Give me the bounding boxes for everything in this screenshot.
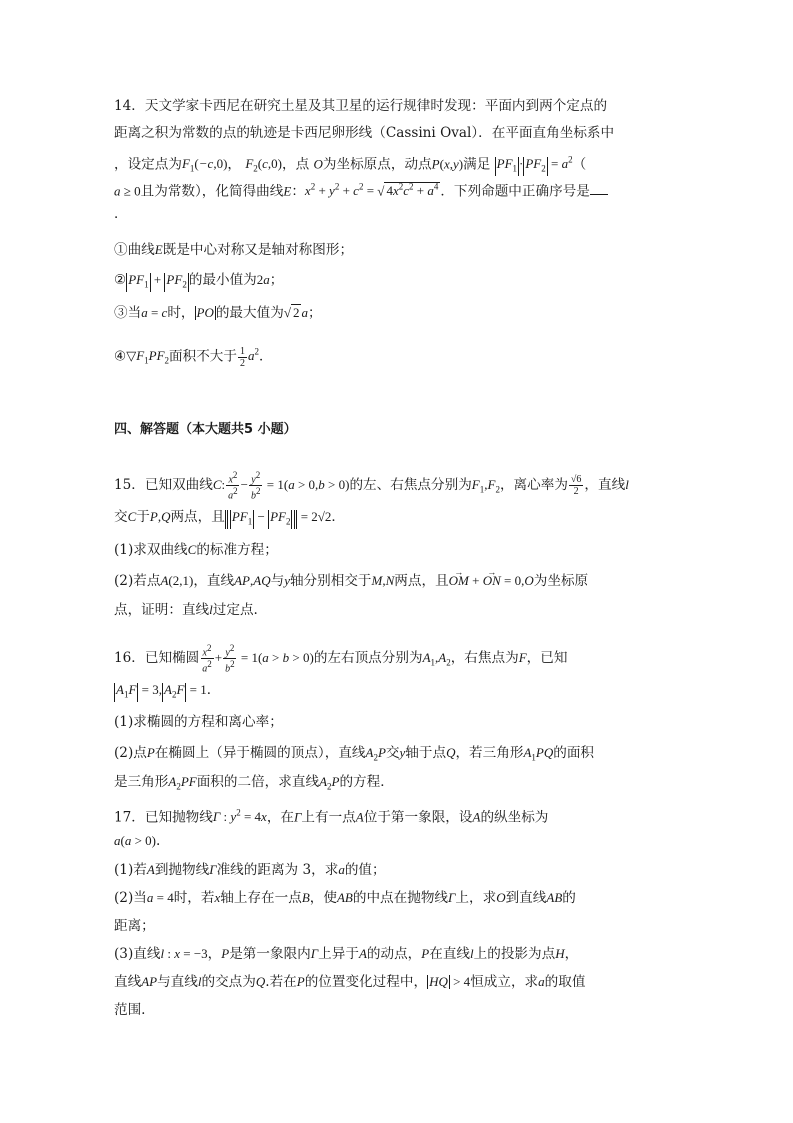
q14-option-4: $④▽F_1PF_2$面积不大于 $\frac{1}{2}$ $a^2$．: [114, 345, 273, 369]
q15-part-2-cont: 点，证明：直线l过定点.: [114, 602, 258, 618]
q14-text: 距离之积为常数的点的轨迹是卡西尼卵形线（Cassini Oval）．在平面直角坐标系中: [114, 125, 615, 141]
q14-option-2: ② $PF_1 + PF_2$ 的最小值为2a；: [114, 272, 284, 290]
q16-part-1: (1)求椭圆的方程和离心率；: [114, 714, 283, 730]
q17-line-1: 17．已知抛物线Γ : $y^2 = 4x$，在Γ上有一点A位于第一象限，设A的纵坐标为: [114, 808, 549, 826]
q16-part-2-cont: 是三角形$A_2PF$面积的二倍，求直线$A_2P$的方程．: [114, 774, 394, 792]
q14-text: 14．天文学家卡西尼在研究土星及其卫星的运行规律时发现：平面内到两个定点的: [114, 98, 608, 114]
q14-line-1: [114, 96, 607, 116]
q14-line-4: a ≥ 0且为常数），化简得曲线E：$x^2 + y^2 + c^2$ = √ $4x^2c^2 + a^4$ ．下列命题中正确序号是: [114, 177, 608, 201]
q14-line-2: [114, 123, 614, 143]
q15-line-2: 交C于P,Q两点，且 $PF_1 - PF_2 = 2√2$．: [114, 509, 346, 527]
q16-line-1: 16．已知椭圆 $\frac{x^2}{a^2}$ + $\frac{y^2}{b^2}$ = 1(a > b > 0)的左右顶点分别为$A_1,A_2$，右焦点为F，已知: [114, 643, 568, 675]
q15-part-1: (1)求双曲线C的标准方程；: [114, 542, 278, 558]
q16-line-2: $A_1F = 3$, $A_2F = 1$．: [116, 682, 221, 700]
q14-line-3: ，设定点为$F_1(-c,0)$， $F_2(c,0)$，点 O为坐标原点，动点P(x,y)满足 $PF_1 \cdot PF_2 = a^2$（: [114, 155, 587, 174]
q15-line-1: 15．已知双曲线C: $\frac{x^2}{a^2}$ − $\frac{y^2}{b^2}$ = 1(a > 0,b > 0)的左、右焦点分别为$F_1,F_2$，离心率为 $\frac{√6}{2}$ ，直线l: [114, 470, 629, 502]
q14-option-3: ③当a = c时， PO 的最大值为√ 2 a；: [114, 305, 322, 321]
q16-part-2: (2)点P在椭圆上（异于椭圆的顶点），直线$A_2P$交y轴于点Q，若三角形$A_1PQ$的面积: [114, 745, 595, 763]
answer-blank[interactable]: [590, 182, 608, 195]
q17-part-2: (2)当a = 4时，若x轴上存在一点B，使AB的中点在抛物线Γ上，求O到直线AB的: [114, 890, 576, 906]
section-heading: 四、解答题（本大题共5 小题）: [114, 422, 297, 437]
q17-line-2: a(a > 0).: [114, 833, 161, 849]
q17-part-3-cont: 直线AP与直线l的交点为Q.若在P的位置变化过程中， HQ > 4恒成立，求a的取值: [114, 974, 586, 990]
q14-option-1: ①曲线E既是中心对称又是轴对称图形；: [114, 242, 354, 258]
q17-part-1: (1)若A到抛物线Γ准线的距离为 3，求a的值；: [114, 862, 386, 878]
q17-part-3-end: 范围.: [114, 1002, 146, 1018]
q17-part-2-cont: 距离；: [114, 918, 155, 934]
q14-line-5: ．: [114, 206, 128, 222]
q15-part-2: (2)若点A(2,1)，直线AP,AQ与y轴分别相交于M,N两点，且→ OM + → ON = 0,O为坐标原: [114, 571, 588, 591]
q17-part-3: (3)直线l : x = −3，P是第一象限内Γ上异于A的动点，P在直线l上的投影为点H，: [114, 946, 579, 962]
